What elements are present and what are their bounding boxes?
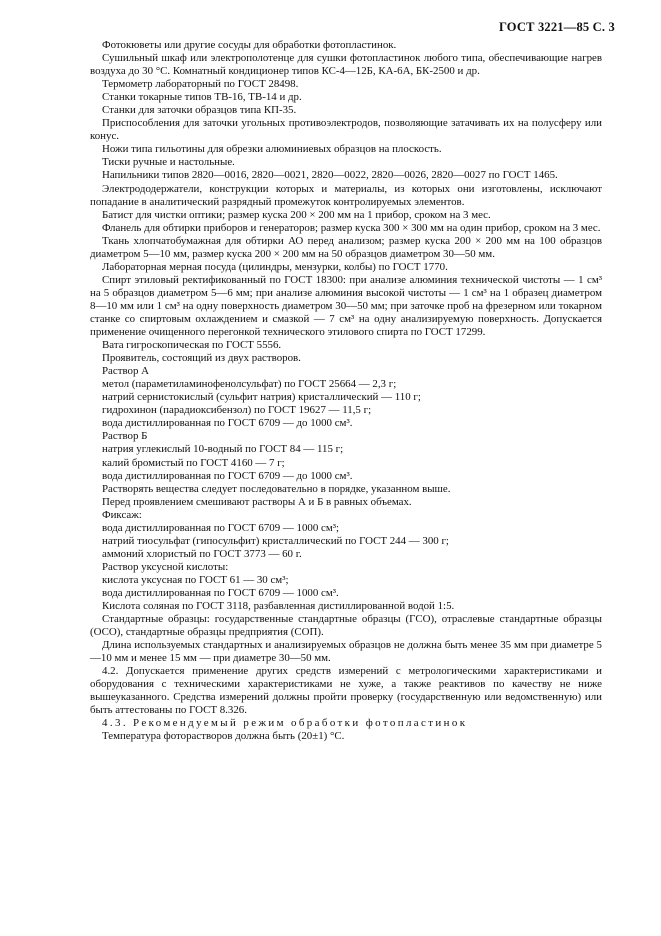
section-heading: 4.3. Рекомендуемый режим обработки фотопластинок	[102, 717, 468, 730]
paragraph: Раствор Б	[102, 430, 148, 443]
paragraph: Перед проявлением смешивают растворы А и Б в равных объемах.	[102, 495, 412, 508]
paragraph: Длина используемых стандартных и анализируемых образцов не должна быть менее 35 мм при диаметре 5—10 мм и менее 15 мм — при диаметре 30—50 мм.	[90, 639, 602, 665]
paragraph: Вата гигроскопическая по ГОСТ 5556.	[102, 339, 282, 352]
paragraph: Фотокюветы или другие сосуды для обработки фотопластинок.	[102, 39, 397, 51]
paragraph: Стандартные образцы: государственные стандартные образцы (ГСО), отраслевые стандартные образцы (ОСО), стандартные образцы предприятия (СОП).	[90, 613, 602, 639]
paragraph: Растворять вещества следует последовательно в порядке, указанном выше.	[102, 482, 451, 495]
document-body	[90, 39, 602, 744]
paragraph: Раствор уксусной кислоты:	[102, 560, 229, 573]
page-header: ГОСТ 3221—85 С. 3	[498, 20, 615, 34]
paragraph: Ткань хлопчатобумажная для обтирки АО перед анализом; размер куска 200 × 200 мм на 100 образцов диаметром 5—10 мм, размер куска 200 × 200 мм на 50 образцов диаметром 30—50 мм.	[90, 234, 602, 260]
paragraph: Ножи типа гильотины для обрезки алюминиевых образцов на плоскость.	[102, 143, 442, 156]
paragraph: вода дистиллированная по ГОСТ 6709 — 1000 см³.	[102, 586, 339, 599]
paragraph: Лабораторная мерная посуда (цилиндры, мензурки, колбы) по ГОСТ 1770.	[102, 260, 448, 273]
paragraph: метол (параметиламинофенолсульфат) по ГОСТ 25664 — 2,3 г;	[102, 378, 397, 391]
paragraph: Электрододержатели, конструкции которых и материалы, из которых они изготовлены, исключают попадание в аналитический разрядный промежуток контролируемых элементов.	[90, 182, 602, 208]
paragraph: Тиски ручные и настольные.	[102, 156, 235, 169]
paragraph: кислота уксусная по ГОСТ 61 — 30 см³;	[102, 573, 289, 586]
paragraph: Станки для заточки образцов типа КП-35.	[102, 104, 297, 117]
paragraph: аммоний хлористый по ГОСТ 3773 — 60 г.	[102, 547, 302, 560]
paragraph: гидрохинон (парадиоксибензол) по ГОСТ 19627 — 11,5 г;	[102, 404, 372, 417]
paragraph: Спирт этиловый ректификованный по ГОСТ 18300: при анализе алюминия технической чистоты — 1 см³ на 5 образцов диаметром 5—6 мм; при анализе алюминия высокой чистоты — 1 см³ на 1 образец диаметром 8—10 мм или 1 см³ на одну поверхность диаметром 30—50 мм; при заточке проб на фрезерном или токарном станке со спиртовым охлаждением и смазкой — 7 см³ на одну анализируемую поверхность. Допускается применение очищенного перегонкой технического этилового спирта по ГОСТ 17299.	[90, 273, 602, 339]
paragraph: вода дистиллированная по ГОСТ 6709 — 1000 см³;	[102, 521, 340, 534]
paragraph: натрий сернистокислый (сульфит натрия) кристаллический — 110 г;	[102, 391, 421, 404]
paragraph: натрия углекислый 10-водный по ГОСТ 84 — 115 г;	[102, 443, 344, 456]
paragraph: Фиксаж:	[102, 508, 142, 521]
paragraph: вода дистиллированная по ГОСТ 6709 — до 1000 см³.	[102, 469, 353, 482]
paragraph: Термометр лабораторный по ГОСТ 28498.	[102, 78, 299, 91]
paragraph: Сушильный шкаф или электрополотенце для сушки фотопластинок любого типа, обеспечивающие нагрев воздуха до 30 °С. Комнатный кондиционер типов КС-4—12Б, КА-6А, БК-2500 и др.	[90, 52, 602, 78]
paragraph: Кислота соляная по ГОСТ 3118, разбавленная дистиллированной водой 1:5.	[102, 600, 455, 613]
paragraph: Раствор А	[102, 365, 150, 378]
paragraph: 4.2. Допускается применение других средств измерений с метрологическими характеристиками и оборудования с техническими характеристиками не хуже, а также реактивов по качеству не ниже вышеуказанного. Средства измерений должны пройти проверку (государственную или ведомственную) или быть аттестованы по ГОСТ 8.326.	[90, 665, 602, 717]
paragraph: натрий тиосульфат (гипосульфит) кристаллический по ГОСТ 244 — 300 г;	[102, 534, 449, 547]
paragraph: вода дистиллированная по ГОСТ 6709 — до 1000 см³.	[102, 417, 353, 430]
paragraph: Батист для чистки оптики; размер куска 200 × 200 мм на 1 прибор, сроком на 3 мес.	[102, 208, 491, 221]
paragraph: Температура фоторастворов должна быть (20±1) °С.	[102, 730, 345, 743]
paragraph: калий бромистый по ГОСТ 4160 — 7 г;	[102, 456, 285, 469]
paragraph: Фланель для обтирки приборов и генераторов; размер куска 300 × 300 мм на один прибор, сроком на 3 мес.	[102, 221, 601, 234]
paragraph: Напильники типов 2820—0016, 2820—0021, 2820—0022, 2820—0026, 2820—0027 по ГОСТ 1465.	[102, 169, 558, 182]
paragraph: Станки токарные типов ТВ-16, ТВ-14 и др.	[102, 91, 302, 104]
paragraph: Проявитель, состоящий из двух растворов.	[102, 352, 301, 365]
paragraph: Приспособления для заточки угольных противоэлектродов, позволяющие затачивать их на полусферу или конус.	[90, 117, 602, 143]
